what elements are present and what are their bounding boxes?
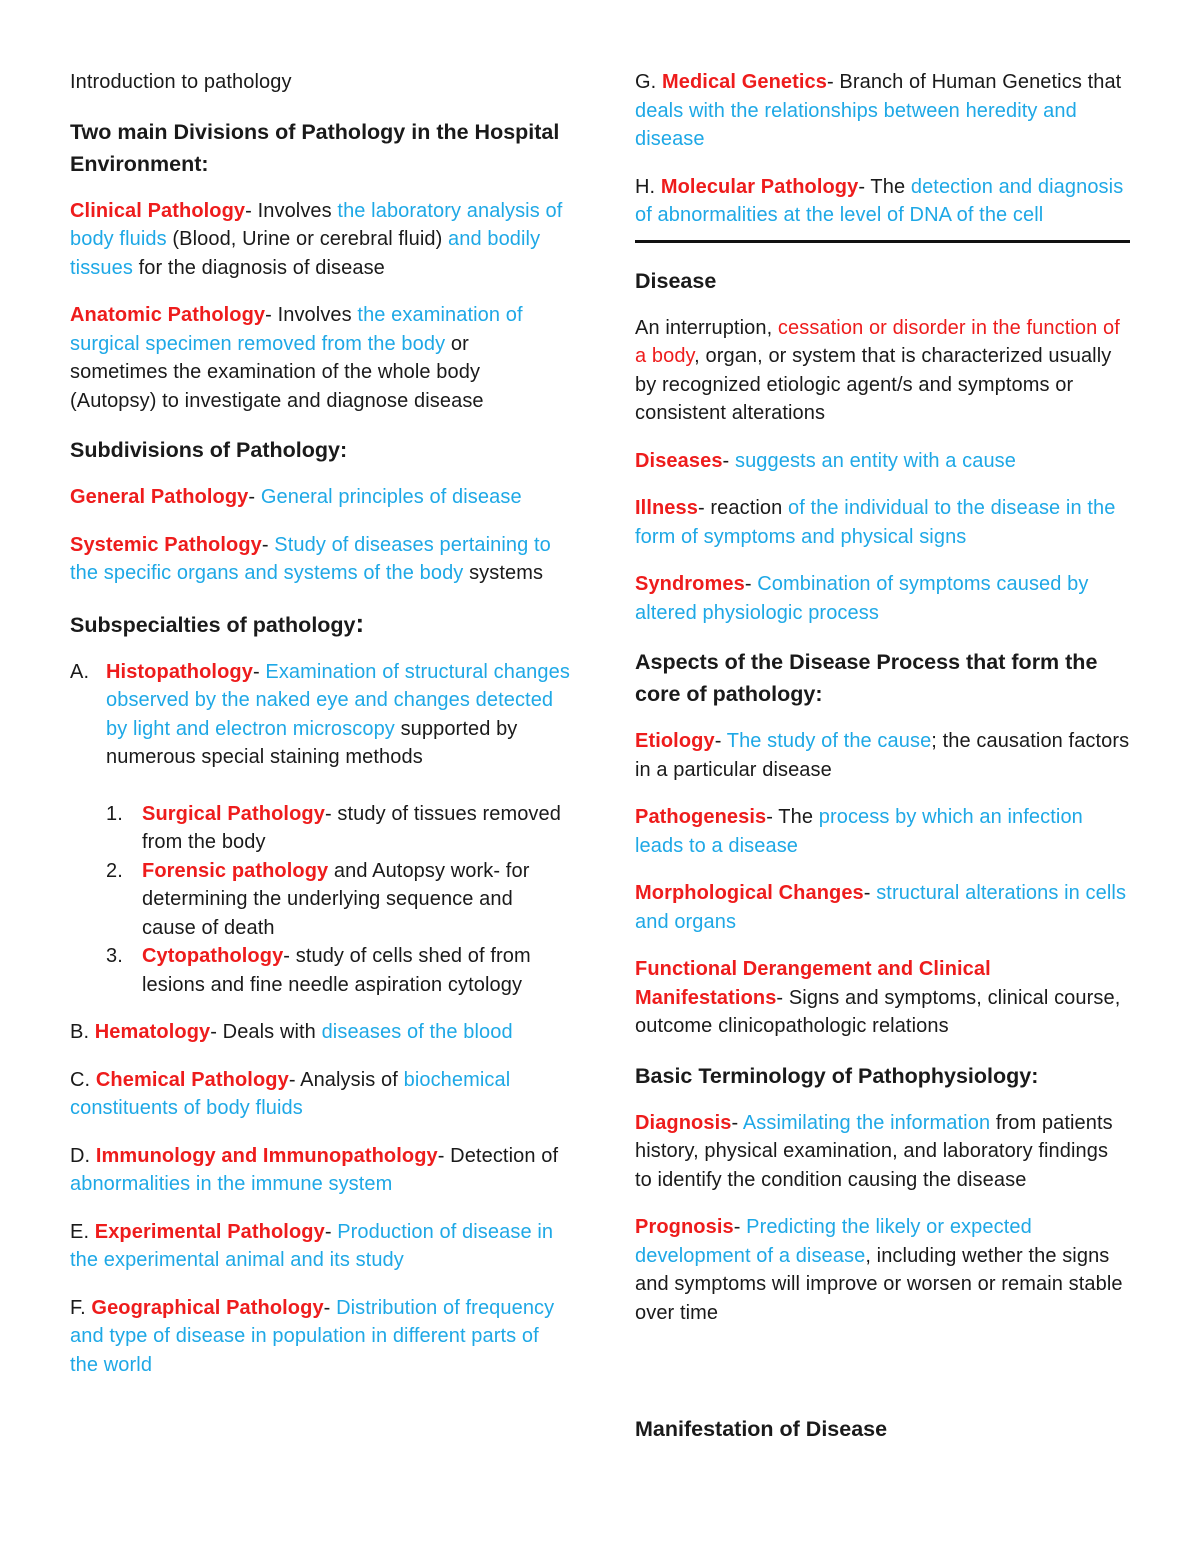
highlight: abnormalities in the immune system	[70, 1173, 393, 1195]
list-marker: H.	[635, 175, 661, 198]
text: for the diagnosis of disease	[132, 256, 385, 279]
list-marker: G.	[635, 71, 662, 93]
highlight: suggests an entity with a cause	[734, 449, 1017, 472]
text: - The	[766, 806, 819, 828]
list-marker: B.	[70, 1021, 95, 1043]
term: Illness	[635, 497, 698, 519]
term: Chemical Pathology	[95, 1068, 289, 1091]
list-item	[106, 942, 570, 999]
text: -	[248, 486, 261, 508]
clinical-pathology-entry	[70, 197, 570, 283]
list-marker: 1.	[106, 802, 123, 825]
illness-entry	[635, 494, 1130, 551]
term: Forensic pathology	[142, 859, 329, 882]
anatomic-pathology-entry	[70, 301, 570, 415]
highlight: The study of the cause	[726, 730, 932, 752]
histopathology-entry	[70, 658, 570, 772]
highlight: Examination of structural changes observed by the naked eye and changes detected by light and electron microscopy	[106, 660, 570, 740]
text: - study of tissues removed from the body	[142, 802, 561, 853]
text: -	[863, 882, 877, 904]
heading-manifestation: Manifestation of Disease	[635, 1417, 888, 1441]
term: Etiology	[635, 730, 715, 752]
term: Clinical Pathology	[70, 199, 246, 222]
pathogenesis-entry	[635, 803, 1130, 860]
heading-disease: Disease	[635, 268, 717, 293]
highlight: the laboratory analysis of body fluids	[70, 199, 563, 250]
term: Prognosis	[635, 1216, 734, 1238]
text: - study of cells shed of from lesions and fine needle aspiration cytology	[142, 945, 531, 996]
systemic-pathology-entry	[70, 531, 570, 588]
text: systems	[463, 562, 544, 584]
highlight: Distribution of frequency and type of disease in population in different parts of the world	[70, 1296, 555, 1376]
highlight-red: cessation or disorder in the function of a body	[635, 316, 1120, 367]
highlight: Production of disease in the experimental animal and its study	[70, 1220, 554, 1271]
highlight: Assimilating the information	[742, 1111, 991, 1134]
highlight: diseases of the blood	[321, 1021, 513, 1043]
text: and Autopsy work- for determining the underlying sequence and cause of death	[142, 859, 530, 939]
text: - Involves	[265, 304, 358, 326]
text: - Branch of Human Genetics that	[826, 71, 1122, 93]
term: Hematology	[94, 1021, 211, 1043]
spacer	[70, 999, 570, 1018]
heading-subspecialties	[70, 607, 570, 641]
heading-subdivisions: Subdivisions of Pathology:	[70, 438, 348, 462]
text: -	[252, 660, 266, 683]
heading-aspects: Aspects of the Disease Process that form the core of pathology:	[635, 650, 1098, 706]
term: Morphological Changes	[635, 882, 864, 904]
spacer	[635, 1346, 1130, 1413]
list-marker: F.	[70, 1296, 92, 1319]
heading-colon: :	[355, 607, 365, 638]
term: Experimental Pathology	[94, 1220, 325, 1243]
experimental-pathology-entry	[70, 1218, 570, 1275]
list-marker: A.	[70, 660, 90, 683]
highlight: General principles of disease	[260, 486, 522, 508]
text: -	[733, 1216, 747, 1238]
molecular-pathology-entry	[635, 173, 1130, 230]
list-marker: D.	[70, 1144, 96, 1167]
text: or sometimes the examination of the whole body (Autopsy) to investigate and diagnose disease	[70, 332, 484, 412]
general-pathology-entry	[70, 483, 570, 512]
highlight: the examination of surgical specimen removed from the body	[70, 304, 523, 355]
term: Geographical Pathology	[91, 1296, 324, 1319]
text: -	[324, 1220, 338, 1243]
diagnosis-entry	[635, 1109, 1130, 1195]
list-item	[106, 857, 570, 943]
list-marker: 3.	[106, 945, 123, 967]
etiology-entry	[635, 727, 1130, 784]
functional-derangement-entry	[635, 955, 1130, 1041]
term: Molecular Pathology	[660, 175, 859, 198]
text: -	[261, 533, 275, 556]
text: -	[744, 573, 758, 595]
heading-divisions: Two main Divisions of Pathology in the Hospital Environment:	[70, 119, 560, 176]
text: - Involves	[245, 199, 338, 222]
term: Histopathology	[106, 660, 253, 683]
term: Anatomic Pathology	[70, 304, 266, 326]
geographical-pathology-entry	[70, 1294, 570, 1380]
highlight: of the individual to the disease in the form of symptoms and physical signs	[635, 497, 1116, 548]
histopathology-sublist	[106, 800, 570, 1000]
list-marker: E.	[70, 1220, 95, 1243]
medical-genetics-entry	[635, 68, 1130, 154]
text: ; the causation factors in a particular disease	[635, 730, 1130, 781]
term: Pathogenesis	[635, 806, 767, 828]
highlight: Study of diseases pertaining to the specific organs and systems of the body	[70, 533, 551, 584]
text: -	[731, 1111, 743, 1134]
term: Diseases	[635, 449, 723, 472]
highlight: biochemical constituents of body fluids	[70, 1068, 511, 1119]
text: , including wether the signs and symptoms will improve or worsen or remain stable over time	[635, 1244, 1123, 1324]
term: Syndromes	[635, 573, 745, 595]
list-marker: 2.	[106, 859, 123, 882]
term: Functional Derangement and Clinical Manifestations	[635, 958, 991, 1009]
text: - The	[858, 175, 911, 198]
disease-definition	[635, 314, 1130, 428]
text: -	[722, 449, 735, 472]
right-column	[635, 68, 1130, 1462]
horizontal-rule	[635, 240, 1130, 243]
prognosis-entry	[635, 1213, 1130, 1327]
text: -	[323, 1296, 337, 1319]
text: - Deals with	[210, 1021, 322, 1043]
left-column	[70, 68, 570, 1398]
text: from patients history, physical examination, and laboratory findings to identify the condition causing the disease	[635, 1111, 1113, 1191]
syndromes-entry	[635, 570, 1130, 627]
highlight: Combination of symptoms caused by altered physiologic process	[635, 573, 1089, 624]
list-item	[106, 800, 570, 857]
heading-text: Subspecialties of pathology	[70, 612, 356, 637]
diseases-entry	[635, 447, 1130, 476]
heading-terminology: Basic Terminology of Pathophysiology:	[635, 1063, 1039, 1088]
highlight: structural alterations in cells and organs	[635, 882, 1127, 933]
text: (Blood, Urine or cerebral fluid)	[166, 228, 449, 250]
term: Systemic Pathology	[70, 533, 262, 556]
term: Immunology and Immunopathology	[95, 1144, 438, 1167]
hematology-entry	[70, 1018, 570, 1047]
highlight: Predicting the likely or expected development of a disease	[635, 1216, 1032, 1267]
term: Medical Genetics	[661, 71, 827, 93]
morphological-changes-entry	[635, 879, 1130, 936]
text: supported by numerous special staining methods	[106, 717, 518, 768]
term: General Pathology	[70, 486, 249, 508]
term: Cytopathology	[142, 945, 284, 967]
text: -	[714, 730, 727, 752]
text: An interruption,	[635, 316, 778, 339]
text: - Analysis of	[288, 1068, 404, 1091]
term: Surgical Pathology	[142, 802, 325, 825]
text: - Signs and symptoms, clinical course, outcome clinicopathologic relations	[635, 986, 1121, 1037]
highlight: and bodily tissues	[70, 228, 541, 279]
intro-title: Introduction to pathology	[70, 71, 292, 93]
text: - reaction	[697, 497, 788, 519]
list-marker: C.	[70, 1068, 96, 1091]
term: Diagnosis	[635, 1111, 732, 1134]
highlight: process by which an infection leads to a disease	[635, 806, 1083, 857]
highlight: deals with the relationships between heredity and disease	[635, 99, 1077, 150]
text: , organ, or system that is characterized usually by recognized etiologic agent/s and symptoms or consistent alterations	[635, 345, 1112, 424]
immunology-entry	[70, 1142, 570, 1199]
text: - Detection of	[437, 1144, 559, 1167]
chemical-pathology-entry	[70, 1066, 570, 1123]
highlight: detection and diagnosis of abnormalities at the level of DNA of the cell	[635, 175, 1124, 226]
